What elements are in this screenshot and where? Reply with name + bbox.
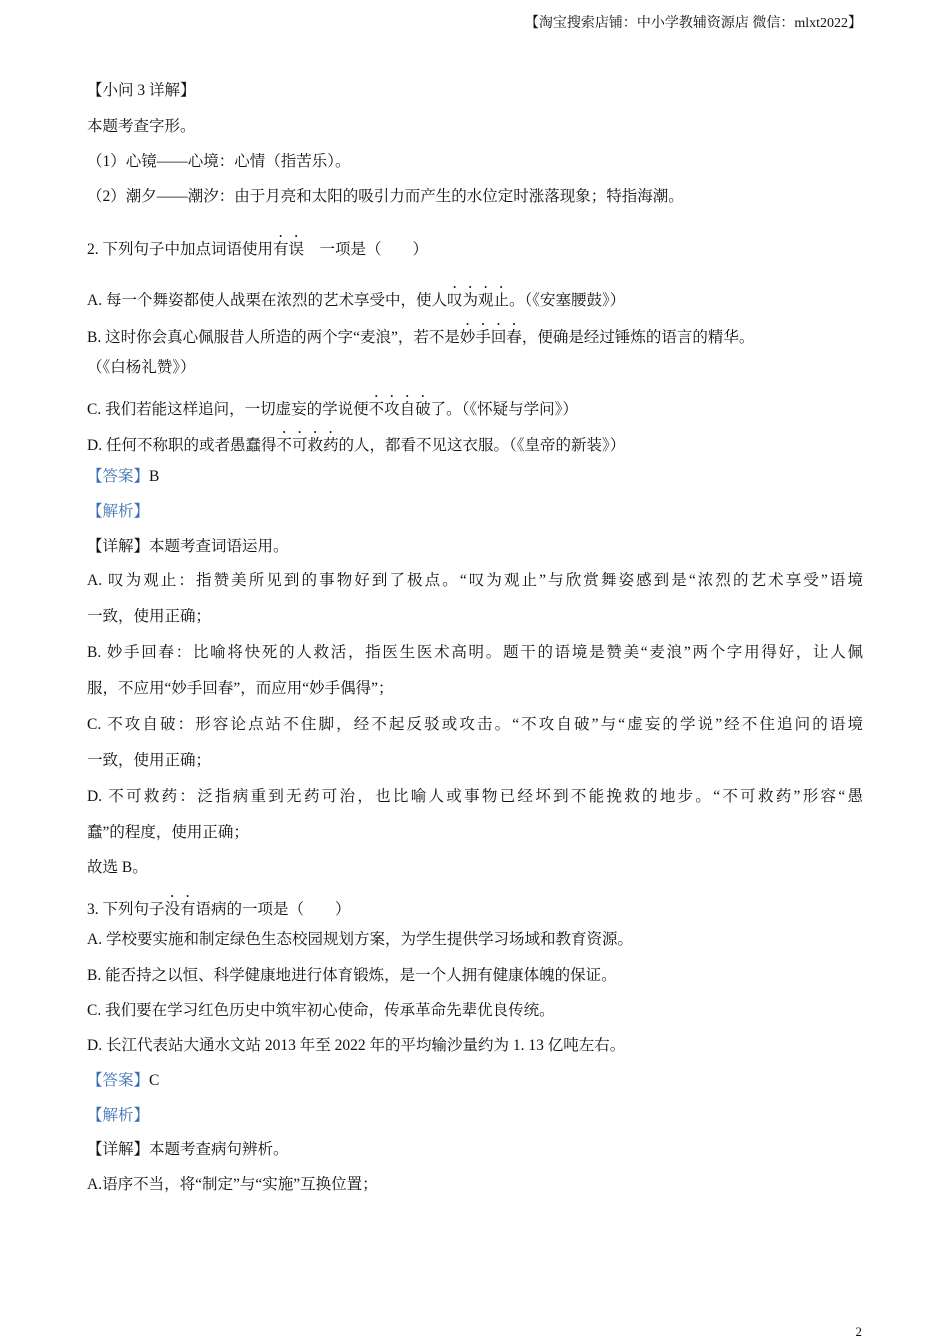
q2-a-text: A. 每一个舞姿都使人战栗在浓烈的艺术享受中，使人 — [87, 292, 447, 309]
q3-option-c: C. 我们要在学习红色历史中筑牢初心使命，传承革命先辈优良传统。 — [87, 1002, 555, 1019]
q2-option-c — [87, 392, 578, 421]
q2-option-a — [87, 283, 625, 312]
q2-detail — [87, 536, 289, 558]
q2-b-rest: ，便确是经过锤炼的语言的精华。 — [521, 329, 755, 346]
q2-c-dotted: 不攻自破 — [368, 401, 431, 418]
q2-stem-dotted: 有误 — [273, 241, 305, 258]
q2-c-rest: 了。（《怀疑与学问》） — [430, 401, 578, 418]
detail-text: 本题考查病句辨析。 — [149, 1141, 289, 1158]
q3-option-b: B. 能否持之以恒、科学健康地进行体育锻炼，是一个人拥有健康体魄的保证。 — [87, 967, 617, 984]
q2-c-text: C. 我们若能这样追问，一切虚妄的学说便 — [87, 401, 369, 418]
q2-option-b — [87, 320, 754, 349]
answer-value: C — [149, 1072, 160, 1089]
q2-analysis-label: 【解析】 — [87, 503, 150, 520]
q2-stem-post: 一项是（ ） — [319, 241, 429, 258]
q2-option-d — [87, 428, 625, 457]
page-header: 【淘宝搜索店铺：中小学教辅资源店 微信：mlxt2022】 — [524, 16, 862, 31]
answer-value: B — [149, 468, 160, 485]
detail-text: 本题考查词语运用。 — [149, 538, 289, 555]
q1-item-1: （1）心镜——心境：心情（指苦乐）。 — [87, 153, 351, 170]
q2-d-rest: 的人，都看不见这衣服。（《皇帝的新装》） — [338, 437, 626, 454]
q3-answer — [87, 1070, 159, 1092]
q2-a-dotted: 叹为观止 — [446, 292, 509, 309]
q1-title: 【小问 3 详解】 — [87, 82, 196, 99]
q3-analysis-label: 【解析】 — [87, 1107, 150, 1124]
q3-stem — [87, 892, 351, 921]
q2-d-text: D. 任何不称职的或者愚蠢得 — [87, 437, 277, 454]
q2-expl-b-1: B. 妙手回春：比喻将快死的人救活，指医生医术高明。题干的语境是赞美“麦浪”两个字用得好，让人佩 — [87, 644, 863, 661]
q2-a-source: 。（《安塞腰鼓》） — [508, 292, 626, 309]
q2-b-dotted: 妙手回春 — [459, 329, 522, 346]
q3-stem-pre: 3. 下列句子 — [87, 901, 165, 918]
answer-label: 【答案】 — [87, 1072, 150, 1089]
q3-option-a: A. 学校要实施和制定绿色生态校园规划方案，为学生提供学习场域和教育资源。 — [87, 931, 633, 948]
page-number: 2 — [855, 1324, 862, 1339]
q2-expl-c-2: 一致，使用正确； — [87, 752, 212, 769]
q3-stem-dotted: 没有 — [164, 901, 196, 918]
q1-item-2: （2）潮夕——潮汐：由于月亮和太阳的吸引力而产生的水位定时涨落现象；特指海潮。 — [87, 188, 684, 205]
answer-label: 【答案】 — [87, 468, 150, 485]
q2-expl-a-1: A. 叹为观止：指赞美所见到的事物好到了极点。“叹为观止”与欣赏舞姿感到是“浓烈的艺术享受”语境 — [87, 572, 863, 589]
q3-option-d: D. 长江代表站大通水文站 2013 年至 2022 年的平均输沙量约为 1. 13 亿吨左右。 — [87, 1037, 626, 1054]
q2-stem — [87, 232, 428, 261]
detail-label: 【详解】 — [87, 538, 150, 555]
q2-expl-d-1: D. 不可救药：泛指病重到无药可治，也比喻人或事物已经坏到不能挽救的地步。“不可救药”形容“愚 — [87, 788, 863, 805]
q3-detail — [87, 1139, 289, 1161]
q2-b-source: （《白杨礼赞》） — [87, 359, 196, 376]
q2-stem-pre: 2. 下列句子中加点词语使用 — [87, 241, 274, 258]
q2-expl-a-2: 一致，使用正确； — [87, 608, 212, 625]
q2-b-text: B. 这时你会真心佩服昔人所造的两个字“麦浪”，若不是 — [87, 329, 460, 346]
q3-stem-post: 语病的一项是（ ） — [195, 901, 351, 918]
q2-answer — [87, 466, 159, 488]
q2-d-dotted: 不可救药 — [276, 437, 339, 454]
q3-expl-a: A.语序不当，将“制定”与“实施”互换位置； — [87, 1176, 378, 1193]
q1-intro: 本题考查字形。 — [87, 118, 196, 135]
q2-conclusion: 故选 B。 — [87, 859, 148, 876]
q2-expl-b-2: 服，不应用“妙手回春”，而应用“妙手偶得”； — [87, 680, 394, 697]
q2-expl-d-2: 蠢”的程度，使用正确； — [87, 824, 249, 841]
q2-expl-c-1: C. 不攻自破：形容论点站不住脚，经不起反驳或攻击。“不攻自破”与“虚妄的学说”经不住追问的语境 — [87, 716, 863, 733]
detail-label: 【详解】 — [87, 1141, 150, 1158]
